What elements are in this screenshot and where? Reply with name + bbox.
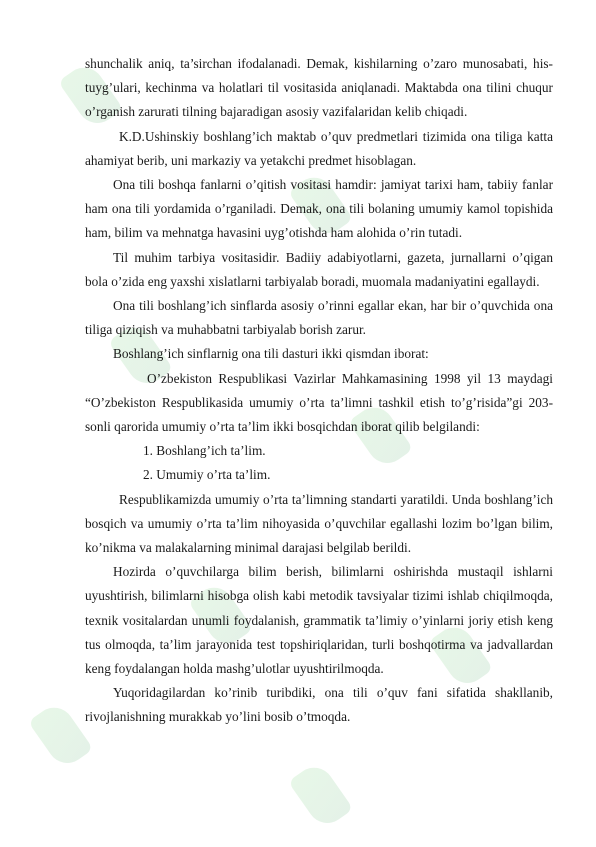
- paragraph: O’zbekiston Respublikasi Vazirlar Mahkamasining 1998 yil 13 maydagi “O’zbekiston Respublikasida umumiy o’rta ta’limni tashkil etish to’g’risida”gi 203-sonli qarorida umumiy o’rta ta’lim ikki bosqichdan iborat qilib belgilandi:: [85, 370, 553, 435]
- paragraph: Respublikamizda umumiy o’rta ta’limning standarti yaratildi. Unda boshlang’ich bosqich va umumiy o’rta ta’lim nihoyasida o’quvchilar egallashi lozim bo’lgan bilim, ko’nikma va malakalarning minimal darajasi belgilab berildi.: [85, 491, 553, 556]
- watermark-logo: [288, 713, 432, 847]
- paragraph: Ona tili boshqa fanlarni o’qitish vositasi hamdir: jamiyat tarixi ham, tabiiy fanlar ham ona tili yordamida o’rganiladi. Demak, ona tili bolaning umumiy kamol topishida ham, bilim va mehnatga havasini uyg’otishda ham alohida o’rin tutadi.: [85, 177, 553, 241]
- paragraph: shunchalik aniq, ta’sirchan ifodalanadi. Demak, kishilarning o’zaro munosabati, his-tuyg’ulari, kechinma va holatlari til vositasida aniqlanadi. Maktabda ona tilini chuqur o’rganish zarurati tilning bajaradigan asosiy vazifalaridan kelib chiqadi.: [85, 56, 553, 120]
- list-item: 2. Umumiy o’rta ta’lim.: [143, 467, 271, 483]
- paragraph: Til muhim tarbiya vositasidir. Badiiy adabiyotlarni, gazeta, jurnallarni o’qigan bola o’zida eng yaxshi xislatlarni tarbiyalab boradi, muomala madaniyatini egallaydi.: [85, 249, 553, 289]
- paragraph: Boshlang’ich sinflarnig ona tili dasturi ikki qismdan iborat:: [113, 346, 429, 362]
- paragraph: Ona tili boshlang’ich sinflarda asosiy o’rinni egallar ekan, har bir o’quvchida ona tiliga qiziqish va muhabbatni tarbiyalab borish zarur.: [85, 298, 553, 338]
- paragraph: K.D.Ushinskiy boshlang’ich maktab o’quv predmetlari tizimida ona tiliga katta ahamiyat berib, uni markaziy va yetakchi predmet hisoblagan.: [85, 128, 553, 168]
- paragraph: Hozirda o’quvchilarga bilim berish, bilimlarni oshirishda mustaqil ishlarni uyushtirish, bilimlarni hisobga olish kabi metodik tavsiyalar tizimi ishlab chiqilmoqda, texnik vositalardan unumli foydalanish, grammatik ta’limiy o’yinlarni joriy etish keng tus olmoqda, ta’lim jarayonida test topshiriqlaridan, turli boshqotirma va jadvallardan keng foydalangan holda mashg’ulotlar uyushtirilmoqda.: [85, 564, 553, 677]
- list-item: 1. Boshlang’ich ta’lim.: [143, 443, 266, 459]
- document-page: [85, 52, 553, 730]
- paragraph: Yuqoridagilardan ko’rinib turibdiki, ona tili o’quv fani sifatida shakllanib, rivojlanishning murakkab yo’lini bosib o’tmoqda.: [85, 685, 553, 725]
